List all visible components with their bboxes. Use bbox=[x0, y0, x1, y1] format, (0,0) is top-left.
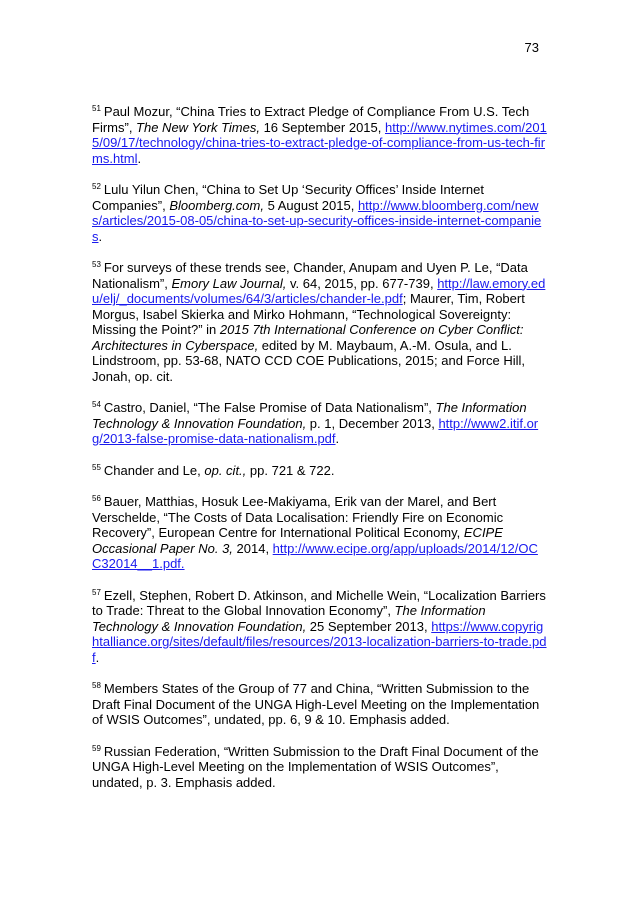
footnote-55 bbox=[92, 463, 547, 479]
footnote-link[interactable]: http://www.bloomberg.com/news/articles/2015-08-05/china-to-set-up-security-offices-inside-internet-companies bbox=[92, 197, 542, 244]
footnote-text: Bauer, Matthias, Hosuk Lee-Makiyama, Erik van der Marel, and Bert Verschelde, “The Costs of Data Localisation: Friendly Fire on Economic Recovery”, European Centre for International Political Economy, bbox=[92, 494, 504, 540]
footnote-text: v. 64, 2015, pp. 677-739, bbox=[286, 275, 438, 291]
footnote-text: Castro, Daniel, “The False Promise of Data Nationalism”, bbox=[103, 400, 436, 415]
footnote-text: Chander and Le, bbox=[103, 462, 205, 478]
footnote-link[interactable]: http://law.emory.edu/elj/_documents/volumes/64/3/articles/chander-le.pdf bbox=[92, 275, 546, 306]
footnote-link[interactable]: http://www.nytimes.com/2015/09/17/technology/china-tries-to-extract-pledge-of-compliance-from-us-tech-firms.html bbox=[92, 119, 547, 166]
footnote-text: 2014, bbox=[232, 540, 273, 556]
footnote-text: . bbox=[98, 228, 103, 244]
footnote-text: Paul Mozur, “China Tries to Extract Pledge of Compliance From U.S. Tech Firms”, bbox=[92, 104, 530, 135]
footnote-56 bbox=[92, 494, 547, 572]
footnote-source-title: The Information Technology & Innovation Foundation, bbox=[92, 603, 486, 634]
footnote-number: 54 bbox=[92, 400, 101, 409]
footnote-number: 52 bbox=[92, 182, 101, 191]
footnote-text: Lulu Yilun Chen, “China to Set Up ‘Security Offices’ Inside Internet Companies”, bbox=[92, 182, 484, 213]
footnote-text: . bbox=[95, 649, 100, 665]
footnote-source-title: Emory Law Journal, bbox=[171, 275, 287, 291]
footnote-text: Russian Federation, “Written Submission to the Draft Final Document of the UNGA High-Level Meeting on the Implementation of WSIS Outcomes”, undated, p. 3. Emphasis added. bbox=[92, 743, 539, 790]
footnote-text: 25 September 2013, bbox=[306, 618, 432, 634]
page-number: 73 bbox=[524, 40, 539, 55]
footnote-number: 53 bbox=[92, 260, 101, 269]
footnote-52 bbox=[92, 182, 547, 244]
footnote-source-title: 2015 7th International Conference on Cyber Conflict: Architectures in Cyberspace, bbox=[92, 322, 524, 353]
footnote-number: 58 bbox=[92, 681, 101, 690]
footnote-text: 5 August 2015, bbox=[263, 197, 358, 213]
footnote-source-title: ECIPE Occasional Paper No. 3, bbox=[92, 525, 503, 556]
footnote-link[interactable]: http://www.ecipe.org/app/uploads/2014/12/OCC32014__1.pdf. bbox=[92, 540, 538, 571]
footnote-text: ; Maurer, Tim, Robert Morgus, Isabel Skierka and Mirko Hohmann, “Technological Sovereignty: Missing the Point?” in bbox=[92, 291, 525, 337]
footnote-source-title: op. cit., bbox=[204, 462, 247, 478]
footnote-text: edited by M. Maybaum, A.-M. Osula, and L. Lindstroom, pp. 53-68, NATO CCD COE Publications, 2015; and Force Hill, Jonah, op. cit. bbox=[92, 337, 526, 384]
footnote-54 bbox=[92, 400, 547, 447]
footnote-text: . bbox=[137, 150, 142, 166]
footnote-57 bbox=[92, 588, 547, 666]
footnote-53 bbox=[92, 260, 547, 384]
footnote-58 bbox=[92, 681, 547, 728]
footnote-text: Members States of the Group of 77 and China, “Written Submission to the Draft Final Document of the UNGA High-Level Meeting on the Implementation of WSIS Outcomes”, undated, pp. 6, 9 & 10. Emphasis added. bbox=[92, 681, 540, 727]
footnote-source-title: Bloomberg.com, bbox=[169, 197, 264, 213]
footnote-number: 56 bbox=[92, 494, 101, 503]
footnote-59 bbox=[92, 744, 547, 791]
footnote-link[interactable]: http://www2.itif.org/2013-false-promise-data-nationalism.pdf bbox=[92, 415, 539, 446]
footnote-text: pp. 721 & 722. bbox=[246, 462, 335, 478]
footnote-link[interactable]: https://www.copyrightalliance.org/sites/default/files/resources/2013-localization-barriers-to-trade.pdf bbox=[92, 618, 547, 665]
footnote-text: For surveys of these trends see, Chander, Anupam and Uyen P. Le, “Data Nationalism”, bbox=[92, 260, 528, 291]
footnote-number: 55 bbox=[92, 462, 101, 472]
footnote-source-title: The New York Times, bbox=[136, 119, 260, 135]
footnote-text: 16 September 2015, bbox=[259, 119, 385, 135]
footnote-text: Ezell, Stephen, Robert D. Atkinson, and Michelle Wein, “Localization Barriers to Trade: Threat to the Global Innovation Economy”, bbox=[92, 587, 546, 618]
footnote-text: p. 1, December 2013, bbox=[306, 415, 439, 431]
footnote-number: 51 bbox=[92, 104, 101, 113]
footnote-51 bbox=[92, 104, 547, 166]
footnote-number: 57 bbox=[92, 587, 101, 597]
footnote-text: . bbox=[335, 431, 340, 446]
footnotes bbox=[92, 104, 547, 806]
footnote-source-title: The Information Technology & Innovation Foundation, bbox=[92, 400, 527, 431]
footnote-number: 59 bbox=[92, 743, 101, 753]
